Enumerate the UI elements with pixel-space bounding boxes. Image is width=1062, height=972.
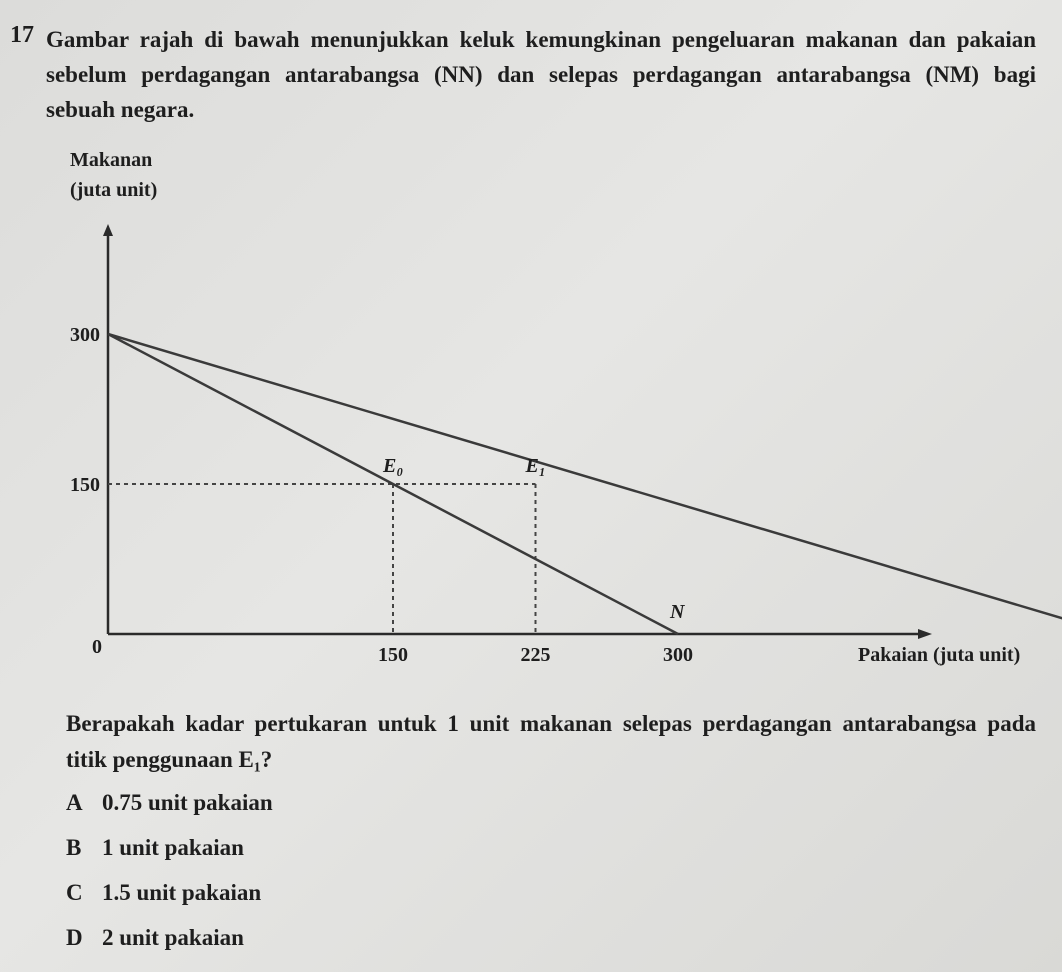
- option-letter: C: [66, 880, 83, 905]
- y-tick-label-0: 150: [70, 474, 100, 496]
- sub-question-line-1: Berapakah kadar pertukaran untuk 1 unit makanan selepas perdagangan antarabangsa pada: [66, 711, 1036, 736]
- stem-line-1: Gambar rajah di bawah menunjukkan keluk kemungkinan pengeluaran makanan dan pakaian: [46, 27, 1036, 52]
- curve-label-n: N: [670, 601, 685, 623]
- x-axis-title: Pakaian (juta unit): [858, 644, 1021, 666]
- stem-line-2: sebelum perdagangan antarabangsa (NN) dan selepas perdagangan antarabangsa (NM) bagi: [46, 62, 1036, 87]
- option-text: 0.75 unit pakaian: [102, 790, 273, 815]
- option-letter: D: [66, 925, 83, 950]
- option-text: 1.5 unit pakaian: [102, 880, 262, 905]
- sub-question-line-2: titik penggunaan E₁?: [66, 747, 273, 772]
- option-c[interactable]: [66, 880, 273, 925]
- stem-line-3: sebuah negara.: [46, 97, 195, 122]
- curve-nm: [108, 334, 1062, 634]
- x-tick-label-2: 300: [663, 644, 693, 666]
- x-tick-label-1: 225: [520, 644, 551, 666]
- x-axis-arrow-icon: [918, 629, 932, 639]
- question-stem: [46, 22, 1036, 127]
- ppc-chart: [0, 140, 1062, 680]
- sub-question: [66, 706, 1036, 778]
- y-axis-title-line-1: Makanan: [70, 149, 153, 171]
- option-text: 2 unit pakaian: [102, 925, 244, 950]
- y-axis-title-line-2: (juta unit): [70, 179, 158, 201]
- origin-label: 0: [92, 636, 102, 658]
- point-label-1: E₁: [525, 455, 546, 477]
- option-text: 1 unit pakaian: [102, 835, 244, 860]
- option-a[interactable]: [66, 790, 273, 835]
- option-d[interactable]: [66, 925, 273, 970]
- y-axis-arrow-icon: [103, 224, 113, 236]
- y-tick-label-1: 300: [70, 324, 100, 346]
- option-b[interactable]: [66, 835, 273, 880]
- question-number: 17: [10, 22, 34, 48]
- option-letter: A: [66, 790, 83, 815]
- option-letter: B: [66, 835, 82, 860]
- point-label-0: E₀: [383, 455, 404, 477]
- answer-options: [66, 790, 273, 970]
- x-tick-label-0: 150: [378, 644, 408, 666]
